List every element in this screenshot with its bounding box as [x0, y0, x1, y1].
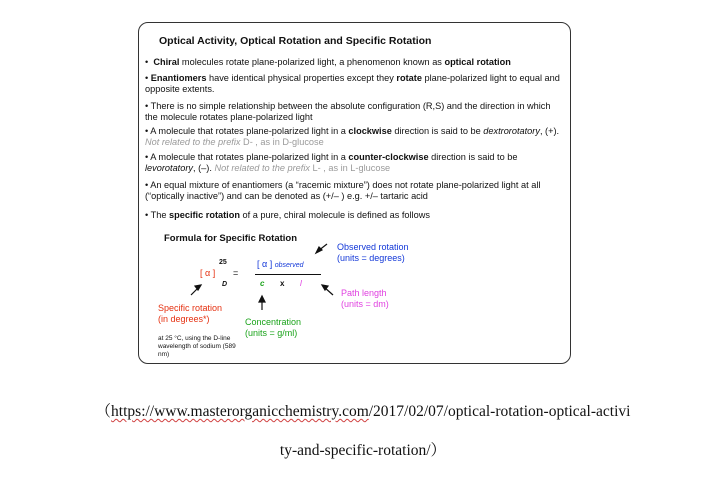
concentration-arrowhead — [259, 296, 265, 302]
path-length-label: Path length (units = dm) — [341, 288, 389, 309]
temperature-footnote: at 25 °C, using the D-line wavelength of sodium (589 nm) — [158, 335, 236, 358]
multiply-sign: x — [280, 279, 285, 288]
observed-rotation-symbol: [ α ] observed — [257, 259, 304, 269]
bullet-chiral: • Chiral molecules rotate plane-polarized light, a phenomenon known as optical rotation — [145, 57, 511, 67]
specific-arrowhead — [195, 285, 201, 290]
slide-card — [138, 22, 571, 364]
bullet-levorotatory: • A molecule that rotates plane-polarized light in a counter-clockwise direction is said to be levorotatory, (–). Not related to the prefix L- , as in L-glucose — [145, 152, 518, 173]
wavelength-subscript: D — [222, 281, 228, 288]
formula-title: Formula for Specific Rotation — [164, 233, 298, 244]
bullet-no-relationship: • There is no simple relationship between the absolute configuration (R,S) and the direction in which the molecule rotates plane-polarized light — [145, 101, 551, 122]
bullet-specific-rotation: • The specific rotation of a pure, chiral molecule is defined as follows — [145, 210, 430, 220]
bullet-enantiomers: • Enantiomers have identical physical properties except they rotate plane-polarized light to equal and opposite extents. — [145, 73, 560, 94]
equals-sign: = — [233, 268, 239, 278]
temperature-superscript: 25 — [219, 259, 227, 266]
source-url-path[interactable]: /2017/02/07/optical-rotation-optical-activi — [368, 403, 631, 420]
source-url-domain[interactable]: https://www.masterorganicchemistry.com — [111, 403, 369, 420]
slide-title: Optical Activity, Optical Rotation and Specific Rotation — [159, 35, 432, 47]
specific-rotation-label: Specific rotation (in degrees*) — [158, 303, 223, 324]
source-caption-line2[interactable]: ty-and-specific-rotation/） — [279, 442, 447, 459]
observed-rotation-label: Observed rotation (units = degrees) — [337, 242, 409, 263]
bullet-dextrorotatory: • A molecule that rotates plane-polarized light in a clockwise direction is said to be dextrorotatory, (+). Not related to the prefix D- , as in D-glucose — [145, 126, 560, 147]
concentration-symbol: c — [260, 279, 265, 288]
concentration-label: Concentration (units = g/ml) — [245, 317, 302, 338]
source-caption-line1: （https://www.masterorganicchemistry.com/2017/02/07/optical-rotation-optical-activi — [95, 403, 631, 420]
formula-arrows — [139, 23, 572, 365]
path-length-symbol: l — [300, 279, 302, 288]
specific-rotation-symbol: [ α ] — [200, 268, 216, 278]
bullet-racemic: • An equal mixture of enantiomers (a “racemic mixture”) does not rotate plane-polarized light at all (“optically inactive”) and can be denoted as (+/– ) e.g. +/– tartaric acid — [145, 180, 541, 201]
